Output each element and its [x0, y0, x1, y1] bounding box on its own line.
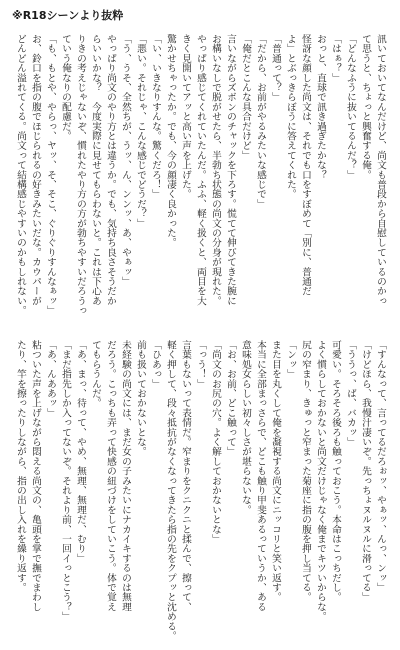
text-column: 「う、うそ、全然ちが、うッ、ん、ンンッ、あ、やぁッ」: [120, 34, 131, 287]
text-column: らいいかな？ 今度実際に見せてもらわないと。これは下心あ: [90, 34, 101, 306]
text-column: たり、竿を擦ったりしながら、指の出し入れを繰り返す。: [15, 340, 26, 593]
text-column: お構いなしで脱がせたら、半勃ち状態の尚文の分身が現れた。: [210, 34, 221, 306]
text-column: 「普通って？」: [270, 34, 281, 102]
text-column: 「俺だとこんな具合だけど」: [240, 34, 251, 161]
page-title: ※R18シーンより抜粋: [12, 9, 124, 22]
text-column: きく見開いてアッと高い声を上げた。: [180, 34, 191, 199]
upper-text-block: [12, 34, 388, 324]
text-column: 尻の窄まり、きゅっと窄まった菊座に指の腹を押し当てる。: [300, 340, 311, 602]
text-column: ていう俺なりの配慮だ。: [60, 34, 71, 141]
text-column: 「尚文のお尻の穴。よく解しておかないとな」: [210, 340, 221, 544]
text-column: 本当に全部まっさらで、どこも触り甲斐あるっていうか、ある: [255, 340, 266, 612]
text-column: やっぱり感じてくれていたんだ。ふふ、軽く扱くと、両目を大: [195, 34, 206, 306]
text-column: 「ンッ」: [285, 340, 296, 379]
text-column: 「どんなふうに抜いてるんだ？」: [345, 34, 356, 180]
text-column: 軽く押して、段々抵抗がなくなってきたら指の先をクプッと沈める。: [165, 340, 176, 641]
text-column: おっと、直球で訊き過ぎたかな？: [315, 34, 326, 180]
text-column: どんどん溢れてくる。尚文って結構感じやすいのかもしれない。: [15, 34, 26, 316]
text-column: だろう。こっちも弄って快感の紐づけをしていこう。体で覚え: [105, 340, 116, 612]
text-column: て思うと、ちょっと興奮する俺。: [360, 34, 371, 180]
text-column: 未経験の尚文には、まだ女の子みたいにナカイキするのは無理: [120, 340, 131, 612]
text-column: 「ひあっ」: [150, 340, 161, 389]
text-column: 「も、もとや、やらっ、ヤッ、そ、そこ、ぐりぐりすんなぁッ」: [45, 34, 56, 316]
text-column: 「だから、お前がやるみたいな感じで」: [255, 34, 266, 209]
text-column: 可愛い。そろそろ後ろも触っておこう。本命はこっちだし。: [330, 340, 341, 602]
text-column: 「はぁ？」: [330, 34, 341, 83]
text-column: 意味処女らしい初々しさが堪らないな。: [240, 340, 251, 515]
text-column: よく慣らしておかないと尚文だけじゃなく俺までキツいからな。: [315, 340, 326, 622]
text-column: 「すんなって、言ってるだろぉッ、やぁッ、んっ、ンッ」: [375, 340, 386, 593]
text-column: 「お、お前、どこ触って」: [225, 340, 236, 457]
text-column: 「けどほら、我慢汁凄いぞ。先っちょヌルヌルに滑ってる」: [360, 340, 371, 602]
text-column: 「ううっ、ば、バカッ」: [345, 340, 356, 447]
text-column: 言葉もないって表情だ。窄まりをクニクニと揉んで、擦って、: [180, 340, 191, 612]
text-column: 粘ついた声を上げながら悶える尚文の、亀頭を掌で撫でまわし: [30, 340, 41, 612]
text-column: 「あ、まっ、待って、やめ、無理、無理だ、むり」: [75, 340, 86, 564]
text-column: 「っう！」: [195, 340, 206, 389]
lower-text-block: [12, 340, 388, 645]
text-column: 言いながらズボンのチャックを下ろす。慌てて伸びてきた腕に: [225, 34, 236, 306]
text-column: 「い、いきなりすんな。驚くだろ！」: [150, 34, 161, 199]
text-column: 前も扱いておかないとな。: [135, 340, 146, 457]
text-column: りきの考えじゃないぞ、慣れたやり方の方が勃ちやすいだろうっ: [75, 34, 86, 316]
text-column: 訊いておいてなんだけど、尚文も普段から自慰しているのかっ: [375, 34, 386, 306]
text-column: また目を丸くして俺を凝視する尚文にニッコリと笑い返す。: [270, 340, 281, 602]
text-column: てもらうんだ。: [90, 340, 101, 408]
text-column: 驚かせちゃったか。でも、今の顔凄く良かった。: [165, 34, 176, 248]
text-column: よ」とぶっきらぼうに答えてくれた。: [285, 34, 296, 199]
text-column: 「まだ指先しか入ってないぞ。それより前、一回イっとこう？」: [60, 340, 71, 622]
text-column: お、鈴口を指の腹でほじられるの好きみたいだな。カウパーが: [30, 34, 41, 306]
text-column: 怪訝な顔した尚文は、それでも口をすぼめて「別に、普通だ: [300, 34, 311, 296]
text-column: 「悪い。それじゃ、こんな感じでどうだ？」: [135, 34, 146, 228]
text-column: やっぱり尚文のやり方とは違うか。でも、気持ち良さそうだか: [105, 34, 116, 306]
text-column: 「あ、んああッ」: [45, 340, 56, 418]
